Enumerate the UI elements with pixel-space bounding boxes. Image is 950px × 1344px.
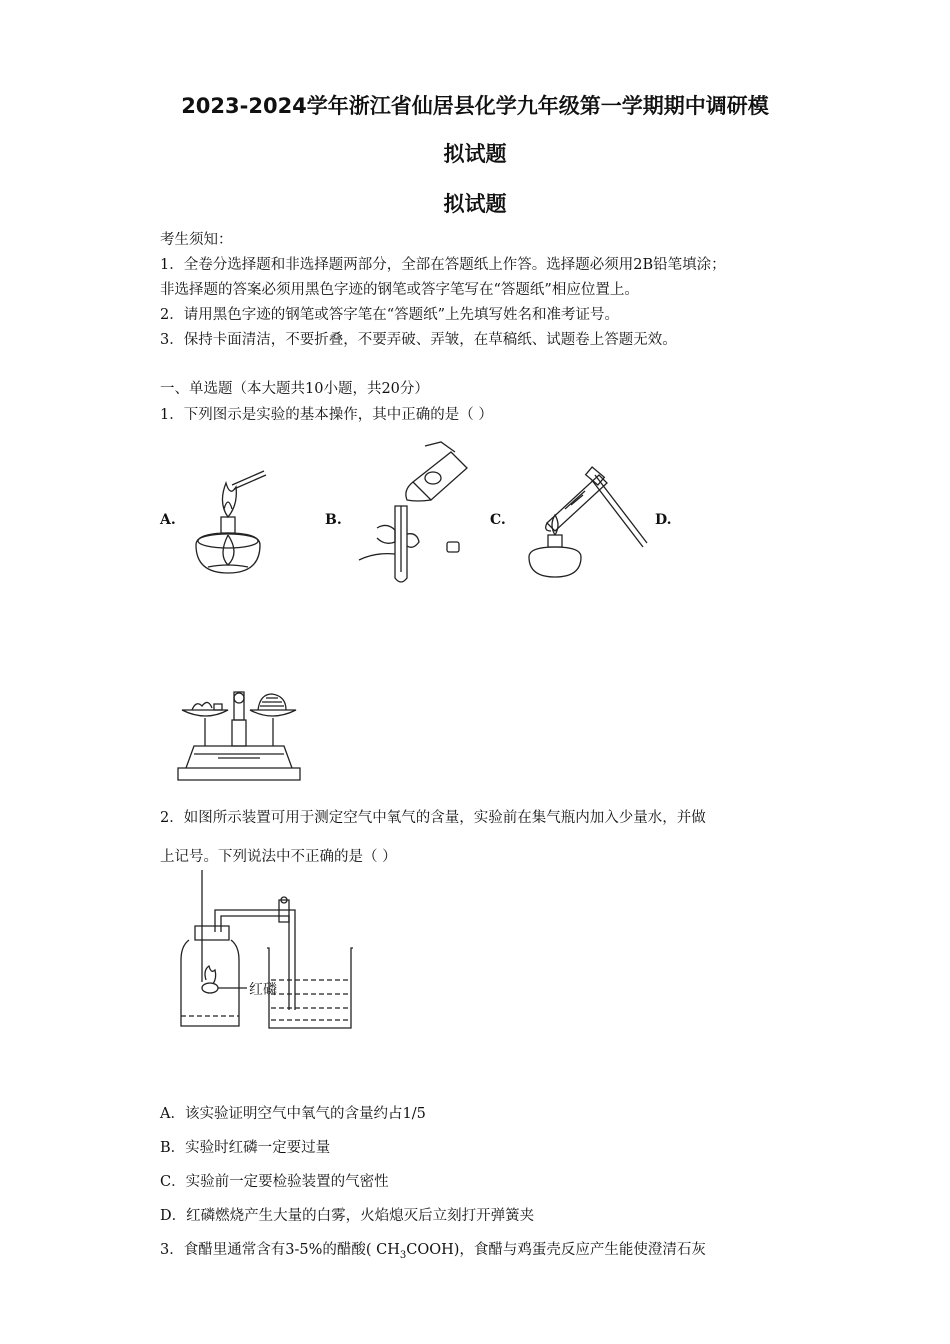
exam-title-line3: 拟试题 — [443, 192, 507, 216]
question-2-stem-line2: 上记号。下列说法中不正确的是（ ） — [160, 849, 397, 865]
q1-figure-d-balance — [172, 688, 307, 783]
q1-option-d: D. — [655, 512, 672, 528]
exam-title-line1: 2023-2024学年浙江省仙居县化学九年级第一学期期中调研模 — [181, 94, 769, 118]
q1-figure-a-alcohol-lamp — [188, 465, 268, 580]
notice-heading: 考生须知： — [160, 232, 233, 248]
notice-item-2: 2．请用黑色字迹的钢笔或答字笔在“答题纸”上先填写姓名和准考证号。 — [160, 307, 620, 323]
q3-stem-prefix: 3．食醋里通常含有3-5%的醋酸( CH — [160, 1242, 400, 1258]
notice-item-3: 3．保持卡面清洁，不要折叠，不要弄破、弄皱，在草稿纸、试题卷上答题无效。 — [160, 332, 677, 348]
q2-option-b: B．实验时红磷一定要过量 — [160, 1140, 331, 1156]
q3-stem-subscript: 3 — [399, 1249, 407, 1261]
q2-option-d: D．红磷燃烧产生大量的白雾，火焰熄灭后立刻打开弹簧夹 — [160, 1208, 535, 1224]
q2-figure-label-red-phosphorus: 红磷 — [249, 982, 277, 998]
q3-stem-suffix: COOH)，食醋与鸡蛋壳反应产生能使澄清石灰 — [406, 1242, 706, 1258]
q2-figure-apparatus — [175, 870, 360, 1035]
notice-item-1b: 非选择题的答案必须用黑色字迹的钢笔或答字笔写在“答题纸”相应位置上。 — [160, 282, 639, 298]
q1-option-b: B. — [325, 512, 342, 528]
q1-option-a: A. — [160, 512, 176, 528]
q1-figure-c-heating-test-tube — [525, 465, 650, 580]
question-2-stem-line1: 2．如图所示装置可用于测定空气中氧气的含量，实验前在集气瓶内加入少量水，并做 — [160, 810, 706, 826]
question-1-stem: 1．下列图示是实验的基本操作，其中正确的是（ ） — [160, 407, 493, 423]
q2-option-a: A．该实验证明空气中氧气的含量约占1/5 — [160, 1106, 426, 1122]
q1-figure-b-pouring-liquid — [355, 442, 475, 587]
q1-option-c: C. — [490, 512, 506, 528]
section-heading: 一、单选题（本大题共10小题，共20分） — [160, 381, 429, 397]
notice-item-1a: 1．全卷分选择题和非选择题两部分，全部在答题纸上作答。选择题必须用2B铅笔填涂； — [160, 257, 726, 273]
q2-option-c: C．实验前一定要检验装置的气密性 — [160, 1174, 389, 1190]
exam-title-line2: 拟试题 — [443, 142, 507, 166]
question-3-stem — [160, 1238, 706, 1261]
